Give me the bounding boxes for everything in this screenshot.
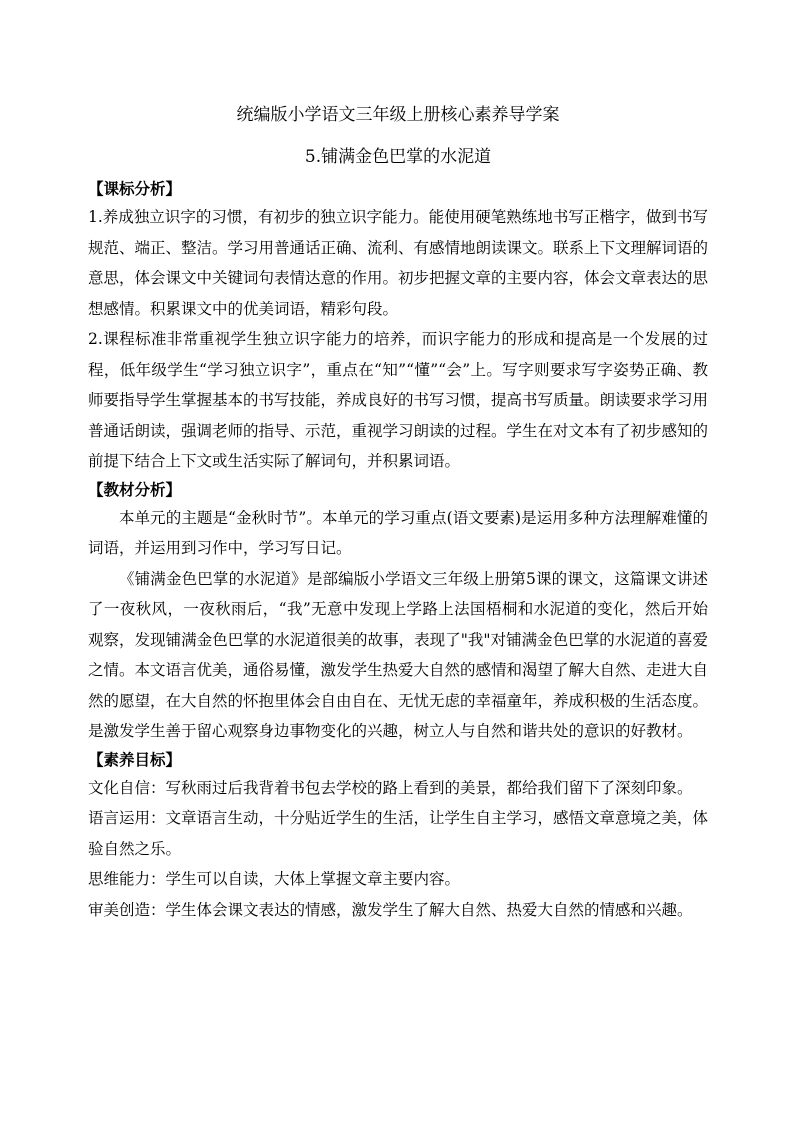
document-page <box>88 104 708 925</box>
textbook-paragraph-2: 《铺满金色巴掌的水泥道》是部编版小学语文三年级上册第5课的课文，这篇课文讲述了一夜秋风，一夜秋雨后，“我”无意中发现上学路上法国梧桐和水泥道的变化，然后开始观察，发现铺满金色巴掌的水泥道很美的故事，表现了"我"对铺满金色巴掌的水泥道的喜爱之情。本文语言优美，通俗易懂，激发学生热爱大自然的感情和渴望了解大自然、走进大自然的愿望，在大自然的怀抱里体会自由自在、无忧无虑的幸福童年，养成积极的生活态度。是激发学生善于留心观察身边事物变化的兴趣，树立人与自然和谐共处的意识的好教材。 <box>88 569 709 740</box>
curriculum-paragraph-1: 1.养成独立识字的习惯，有初步的独立识字能力。能使用硬笔熟练地书写正楷字，做到书写规范、端正、整洁。学习用普通话正确、流利、有感情地朗读课文。联系上下文理解词语的意思，体会课文中关键词句表情达意的作用。初步把握文章的主要内容，体会文章表达的思想感情。积累课文中的优美词语，精彩句段。 <box>88 208 709 318</box>
document-title: 统编版小学语文三年级上册核心素养导学案 <box>236 105 560 125</box>
section-heading-curriculum: 【课标分析】 <box>88 179 182 198</box>
goal-item-language: 语言运用：文章语言生动，十分贴近学生的生活，让学生自主学习，感悟文章意境之美，体验自然之乐。 <box>88 809 709 858</box>
goal-item-culture: 文化自信：写秋雨过后我背着书包去学校的路上看到的美景，都给我们留下了深刻印象。 <box>88 778 693 797</box>
goal-item-aesthetic: 审美创造：学生体会课文表达的情感，激发学生了解大自然、热爱大自然的情感和兴趣。 <box>88 900 693 919</box>
lesson-title: 5.铺满金色巴掌的水泥道 <box>304 147 492 167</box>
goal-item-thinking: 思维能力：学生可以自读，大体上掌握文章主要内容。 <box>88 870 461 888</box>
section-heading-textbook: 【教材分析】 <box>88 479 182 499</box>
section-heading-goals: 【素养目标】 <box>88 749 182 769</box>
curriculum-paragraph-2: 2.课程标准非常重视学生独立识字能力的培养，而识字能力的形成和提高是一个发展的过程，低年级学生“学习独立识字”，重点在“知”“懂”“会”上。写字则要求写字姿势正确、教师要指导学生掌握基本的书写技能，养成良好的书写习惯，提高书写质量。朗读要求学习用普通话朗读，强调老师的指导、示范，重视学习朗读的过程。学生在对文本有了初步感知的前提下结合上下文或生活实际了解词句，并积累词语。 <box>88 330 709 470</box>
textbook-paragraph-1: 本单元的主题是“金秋时节”。本单元的学习重点(语文要素)是运用多种方法理解难懂的词语，并运用到习作中，学习写日记。 <box>88 508 708 557</box>
